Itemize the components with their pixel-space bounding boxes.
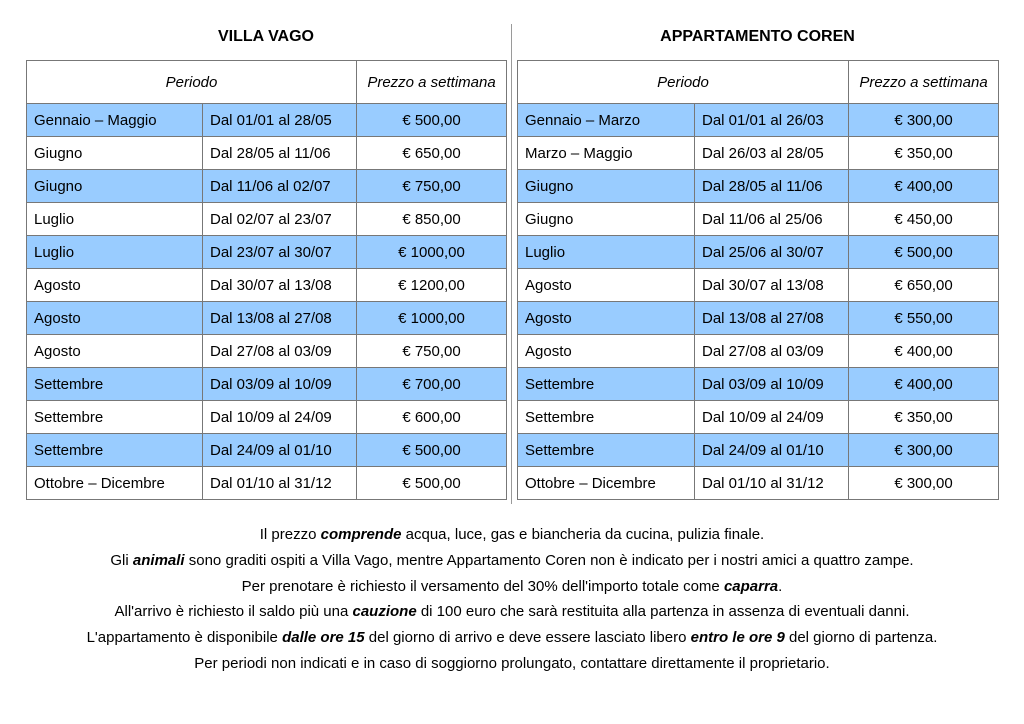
- period-month-cell: Agosto: [518, 302, 695, 335]
- price-cell: € 450,00: [849, 203, 999, 236]
- period-month-cell: Agosto: [518, 335, 695, 368]
- table-row: [27, 170, 507, 203]
- table-row: [518, 368, 999, 401]
- note-text: sono graditi ospiti a Villa Vago, mentre Appartamento Coren non è indicato per i nostri amici a quattro zampe.: [184, 551, 914, 569]
- table-row: [518, 236, 999, 269]
- table-row: [27, 236, 507, 269]
- price-cell: € 750,00: [357, 335, 507, 368]
- period-dates-cell: Dal 13/08 al 27/08: [695, 302, 849, 335]
- appartamento-coren-title: APPARTAMENTO COREN: [660, 28, 855, 45]
- price-cell: € 300,00: [849, 104, 999, 137]
- villa-vago-title: VILLA VAGO: [218, 28, 314, 45]
- note-deposit: [0, 574, 1024, 600]
- price-cell: € 500,00: [357, 434, 507, 467]
- period-header: Periodo: [27, 61, 357, 104]
- price-header: Prezzo a settimana: [849, 61, 999, 104]
- table-row: [27, 368, 507, 401]
- table-row: [518, 467, 999, 500]
- table-row: [27, 335, 507, 368]
- period-month-cell: Luglio: [518, 236, 695, 269]
- period-dates-cell: Dal 13/08 al 27/08: [203, 302, 357, 335]
- period-month-cell: Settembre: [27, 401, 203, 434]
- price-cell: € 700,00: [357, 368, 507, 401]
- period-month-cell: Settembre: [518, 401, 695, 434]
- note-text: del giorno di arrivo e deve essere lasciato libero: [364, 629, 691, 647]
- note-text: All'arrivo è richiesto il saldo più una: [114, 603, 353, 621]
- price-header: Prezzo a settimana: [357, 61, 507, 104]
- period-month-cell: Settembre: [27, 434, 203, 467]
- price-cell: € 550,00: [849, 302, 999, 335]
- period-month-cell: Settembre: [518, 434, 695, 467]
- period-dates-cell: Dal 01/01 al 28/05: [203, 104, 357, 137]
- table-row: [27, 203, 507, 236]
- period-month-cell: Marzo – Maggio: [518, 137, 695, 170]
- note-checkin-checkout: [0, 625, 1024, 651]
- period-dates-cell: Dal 28/05 al 11/06: [695, 170, 849, 203]
- price-cell: € 350,00: [849, 137, 999, 170]
- period-dates-cell: Dal 24/09 al 01/10: [695, 434, 849, 467]
- table-row: [518, 170, 999, 203]
- period-dates-cell: Dal 26/03 al 28/05: [695, 137, 849, 170]
- period-dates-cell: Dal 01/10 al 31/12: [695, 467, 849, 500]
- price-cell: € 350,00: [849, 401, 999, 434]
- table-row: [27, 434, 507, 467]
- column-divider: [511, 24, 512, 504]
- price-cell: € 850,00: [357, 203, 507, 236]
- price-cell: € 1200,00: [357, 269, 507, 302]
- period-month-cell: Agosto: [518, 269, 695, 302]
- period-month-cell: Luglio: [27, 236, 203, 269]
- price-cell: € 400,00: [849, 335, 999, 368]
- period-month-cell: Giugno: [518, 203, 695, 236]
- table-row: [27, 269, 507, 302]
- period-month-cell: Ottobre – Dicembre: [518, 467, 695, 500]
- price-cell: € 650,00: [357, 137, 507, 170]
- period-dates-cell: Dal 30/07 al 13/08: [203, 269, 357, 302]
- note-emphasis: animali: [132, 551, 185, 569]
- note-text: Il prezzo: [259, 526, 321, 543]
- period-dates-cell: Dal 27/08 al 03/09: [695, 335, 849, 368]
- table-row: [27, 104, 507, 137]
- period-dates-cell: Dal 01/01 al 26/03: [695, 104, 849, 137]
- note-text: Per periodi non indicati e in caso di soggiorno prolungato, contattare direttamente il proprietario.: [194, 654, 830, 672]
- price-cell: € 1000,00: [357, 302, 507, 335]
- note-pets: [0, 548, 1024, 574]
- price-cell: € 1000,00: [357, 236, 507, 269]
- price-cell: € 500,00: [849, 236, 999, 269]
- table-row: [27, 302, 507, 335]
- price-cell: € 300,00: [849, 434, 999, 467]
- period-month-cell: Settembre: [27, 368, 203, 401]
- period-month-cell: Giugno: [27, 137, 203, 170]
- villa-vago-section: [26, 0, 506, 500]
- note-emphasis: entro le ore 9: [690, 629, 785, 647]
- price-cell: € 400,00: [849, 368, 999, 401]
- table-header-row: [27, 61, 507, 104]
- table-row: [518, 401, 999, 434]
- table-row: [518, 335, 999, 368]
- note-text: acqua, luce, gas e biancheria da cucina, pulizia finale.: [401, 526, 765, 543]
- note-emphasis: comprende: [320, 526, 402, 543]
- villa-vago-price-table: [26, 60, 507, 500]
- table-row: [518, 137, 999, 170]
- period-dates-cell: Dal 30/07 al 13/08: [695, 269, 849, 302]
- note-text: del giorno di partenza.: [784, 629, 938, 647]
- period-month-cell: Luglio: [27, 203, 203, 236]
- terms-notes: [0, 522, 1024, 677]
- note-security-deposit: [0, 599, 1024, 625]
- period-dates-cell: Dal 24/09 al 01/10: [203, 434, 357, 467]
- table-row: [518, 104, 999, 137]
- table-row: [27, 401, 507, 434]
- period-dates-cell: Dal 02/07 al 23/07: [203, 203, 357, 236]
- note-text: .: [778, 577, 783, 595]
- period-dates-cell: Dal 03/09 al 10/09: [203, 368, 357, 401]
- note-contact-owner: [0, 651, 1024, 677]
- period-dates-cell: Dal 11/06 al 25/06: [695, 203, 849, 236]
- note-emphasis: caparra: [723, 577, 779, 595]
- period-month-cell: Ottobre – Dicembre: [27, 467, 203, 500]
- period-month-cell: Giugno: [27, 170, 203, 203]
- period-month-cell: Settembre: [518, 368, 695, 401]
- table-row: [27, 137, 507, 170]
- price-cell: € 400,00: [849, 170, 999, 203]
- table-row: [518, 302, 999, 335]
- note-emphasis: dalle ore 15: [282, 629, 365, 647]
- period-month-cell: Agosto: [27, 302, 203, 335]
- price-cell: € 600,00: [357, 401, 507, 434]
- period-dates-cell: Dal 10/09 al 24/09: [203, 401, 357, 434]
- table-row: [27, 467, 507, 500]
- period-month-cell: Agosto: [27, 335, 203, 368]
- period-dates-cell: Dal 27/08 al 03/09: [203, 335, 357, 368]
- period-dates-cell: Dal 23/07 al 30/07: [203, 236, 357, 269]
- table-row: [518, 203, 999, 236]
- price-cell: € 300,00: [849, 467, 999, 500]
- price-cell: € 750,00: [357, 170, 507, 203]
- period-dates-cell: Dal 28/05 al 11/06: [203, 137, 357, 170]
- appartamento-coren-price-table: [517, 60, 999, 500]
- table-row: [518, 269, 999, 302]
- price-cell: € 650,00: [849, 269, 999, 302]
- note-text: Gli: [110, 551, 133, 569]
- period-month-cell: Gennaio – Marzo: [518, 104, 695, 137]
- price-cell: € 500,00: [357, 467, 507, 500]
- price-cell: € 500,00: [357, 104, 507, 137]
- table-header-row: [518, 61, 999, 104]
- appartamento-coren-section: [517, 0, 998, 500]
- period-dates-cell: Dal 03/09 al 10/09: [695, 368, 849, 401]
- period-header: Periodo: [518, 61, 849, 104]
- note-text: L'appartamento è disponibile: [86, 629, 283, 647]
- note-emphasis: cauzione: [352, 603, 417, 621]
- note-price-includes: [0, 522, 1024, 548]
- period-month-cell: Agosto: [27, 269, 203, 302]
- period-dates-cell: Dal 10/09 al 24/09: [695, 401, 849, 434]
- period-dates-cell: Dal 25/06 al 30/07: [695, 236, 849, 269]
- note-text: di 100 euro che sarà restituita alla partenza in assenza di eventuali danni.: [416, 603, 910, 621]
- period-month-cell: Gennaio – Maggio: [27, 104, 203, 137]
- table-row: [518, 434, 999, 467]
- note-text: Per prenotare è richiesto il versamento del 30% dell'importo totale come: [241, 577, 724, 595]
- period-dates-cell: Dal 01/10 al 31/12: [203, 467, 357, 500]
- period-month-cell: Giugno: [518, 170, 695, 203]
- period-dates-cell: Dal 11/06 al 02/07: [203, 170, 357, 203]
